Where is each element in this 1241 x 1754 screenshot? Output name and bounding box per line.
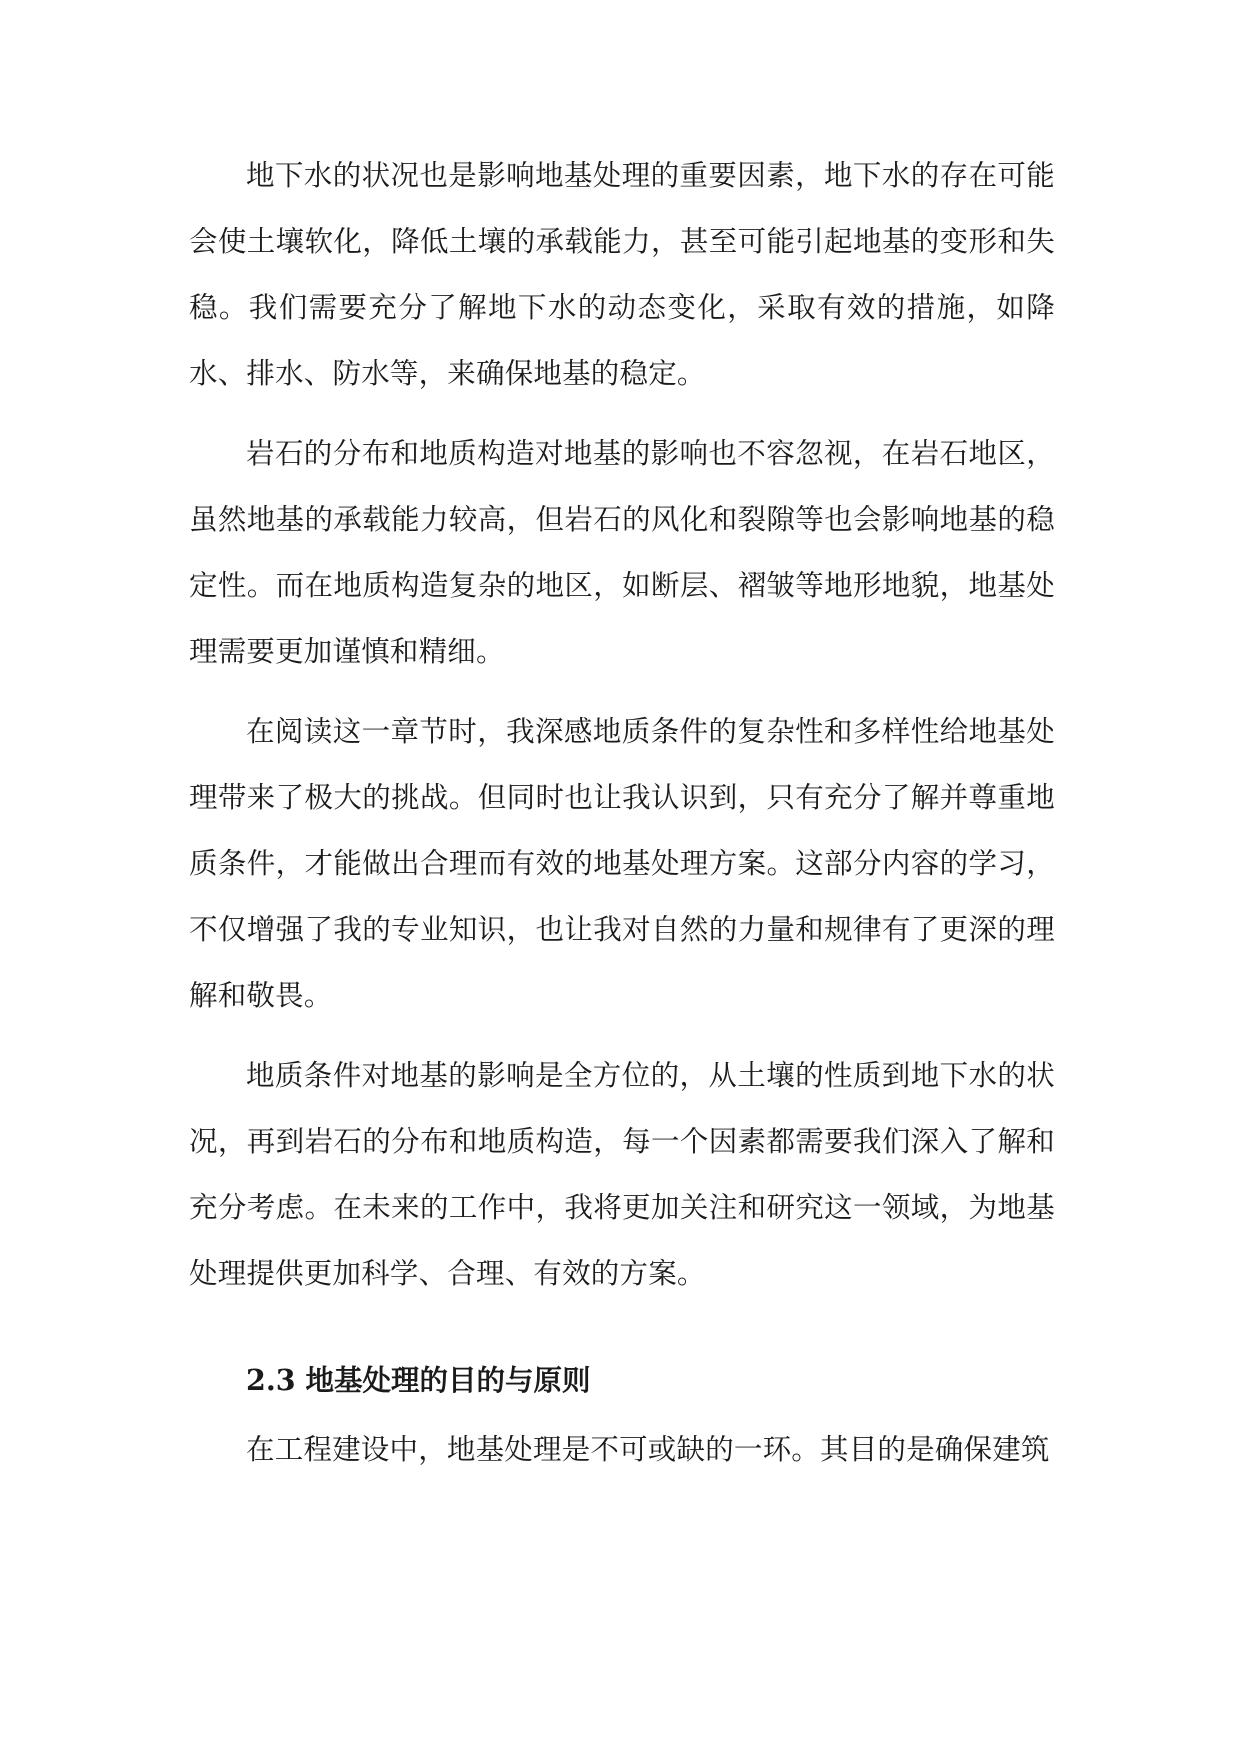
- paragraph-geology-summary: 地质条件对地基的影响是全方位的，从土壤的性质到地下水的状况，再到岩石的分布和地质构造，每一个因素都需要我们深入了解和充分考虑。在未来的工作中，我将更加关注和研究这一领域，为地基处理提供更加科学、合理、有效的方案。: [189, 1059, 1055, 1290]
- paragraph-reading-reflection: 在阅读这一章节时，我深感地质条件的复杂性和多样性给地基处理带来了极大的挑战。但同时也让我认识到，只有充分了解并尊重地质条件，才能做出合理而有效的地基处理方案。这部分内容的学习，不仅增强了我的专业知识，也让我对自然的力量和规律有了更深的理解和敬畏。: [189, 715, 1055, 1012]
- paragraph-rock-geology: 岩石的分布和地质构造对地基的影响也不容忽视，在岩石地区，虽然地基的承载能力较高，但岩石的风化和裂隙等也会影响地基的稳定性。而在地质构造复杂的地区，如断层、褶皱等地形地貌，地基处理需要更加谨慎和精细。: [189, 437, 1055, 668]
- document-page: [189, 143, 1055, 1497]
- section-heading: 2.3 地基处理的目的与原则: [246, 1363, 591, 1397]
- paragraph-groundwater: 地下水的状况也是影响地基处理的重要因素，地下水的存在可能会使土壤软化，降低土壤的承载能力，甚至可能引起地基的变形和失稳。我们需要充分了解地下水的动态变化，采取有效的措施，如降水、排水、防水等，来确保地基的稳定。: [189, 159, 1055, 390]
- paragraph-purpose-intro: 在工程建设中，地基处理是不可或缺的一环。其目的是确保建筑: [246, 1433, 1050, 1466]
